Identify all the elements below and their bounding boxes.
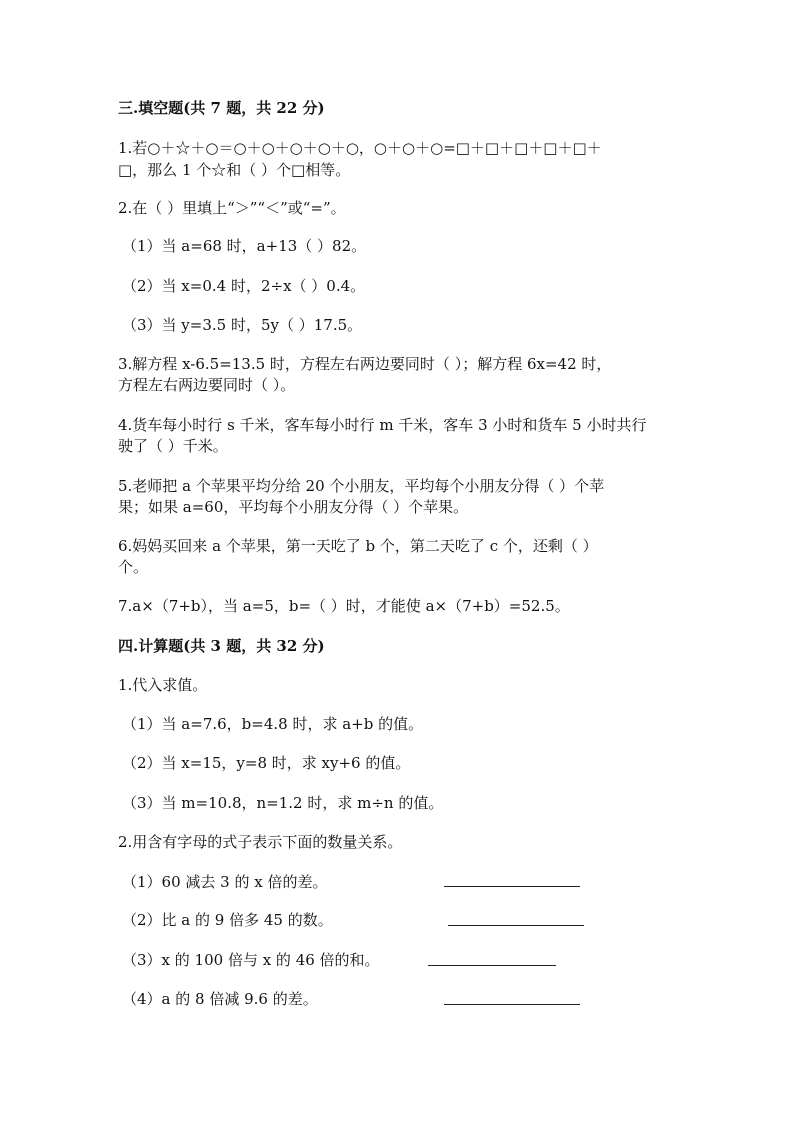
section4-heading: 四.计算题(共 3 题，共 32 分) (118, 637, 325, 655)
q3-text-line1: 3.解方程 x-6.5=13.5 时，方程左右两边要同时（ ）；解方程 6x=42 时， (118, 355, 612, 373)
q1-text-line2: □，那么 1 个☆和（ ）个□相等。 (118, 161, 351, 179)
q4-text-line2: 驶了（ ）千米。 (118, 437, 228, 455)
q2-sub3: （3）当 y=3.5 时，5y（ ）17.5。 (122, 316, 363, 334)
q2-text: 2.在（ ）里填上“＞”“＜”或“=”。 (118, 199, 346, 217)
answer-blank-1[interactable] (444, 886, 580, 887)
calc-q2-sub2: （2）比 a 的 9 倍多 45 的数。 (122, 911, 333, 929)
answer-blank-2[interactable] (448, 925, 584, 926)
q7-text: 7.a×（7+b），当 a=5，b=（ ）时，才能使 a×（7+b）=52.5。 (118, 597, 570, 615)
q6-text-line1: 6.妈妈买回来 a 个苹果，第一天吃了 b 个，第二天吃了 c 个，还剩（ ） (118, 537, 598, 555)
section3-heading: 三.填空题(共 7 题，共 22 分) (118, 99, 325, 117)
calc-q1-sub3: （3）当 m=10.8，n=1.2 时，求 m÷n 的值。 (122, 794, 444, 812)
q4-text-line1: 4.货车每小时行 s 千米，客车每小时行 m 千米，客车 3 小时和货车 5 小时共行 (118, 416, 647, 434)
q3-text-line2: 方程左右两边要同时（ ）。 (118, 376, 296, 394)
calc-q2-sub4: （4）a 的 8 倍减 9.6 的差。 (122, 990, 318, 1008)
answer-blank-4[interactable] (444, 1004, 580, 1005)
q5-text-line1: 5.老师把 a 个苹果平均分给 20 个小朋友，平均每个小朋友分得（ ）个苹 (118, 477, 605, 495)
q2-sub1: （1）当 a=68 时，a+13（ ）82。 (122, 237, 367, 255)
calc-q2-text: 2.用含有字母的式子表示下面的数量关系。 (118, 833, 403, 851)
calc-q1-sub1: （1）当 a=7.6，b=4.8 时，求 a+b 的值。 (122, 715, 424, 733)
calc-q1-text: 1.代入求值。 (118, 676, 208, 694)
q1-text-line1: 1.若○＋☆＋○＝○＋○＋○＋○＋○，○＋○＋○=□＋□＋□＋□＋□＋ (118, 139, 602, 157)
calc-q1-sub2: （2）当 x=15，y=8 时，求 xy+6 的值。 (122, 754, 411, 772)
q6-text-line2: 个。 (118, 558, 149, 576)
calc-q2-sub1: （1）60 减去 3 的 x 倍的差。 (122, 873, 328, 891)
calc-q2-sub3: （3）x 的 100 倍与 x 的 46 倍的和。 (122, 951, 380, 969)
q2-sub2: （2）当 x=0.4 时，2÷x（ ）0.4。 (122, 277, 366, 295)
answer-blank-3[interactable] (428, 965, 556, 966)
q5-text-line2: 果；如果 a=60，平均每个小朋友分得（ ）个苹果。 (118, 498, 469, 516)
